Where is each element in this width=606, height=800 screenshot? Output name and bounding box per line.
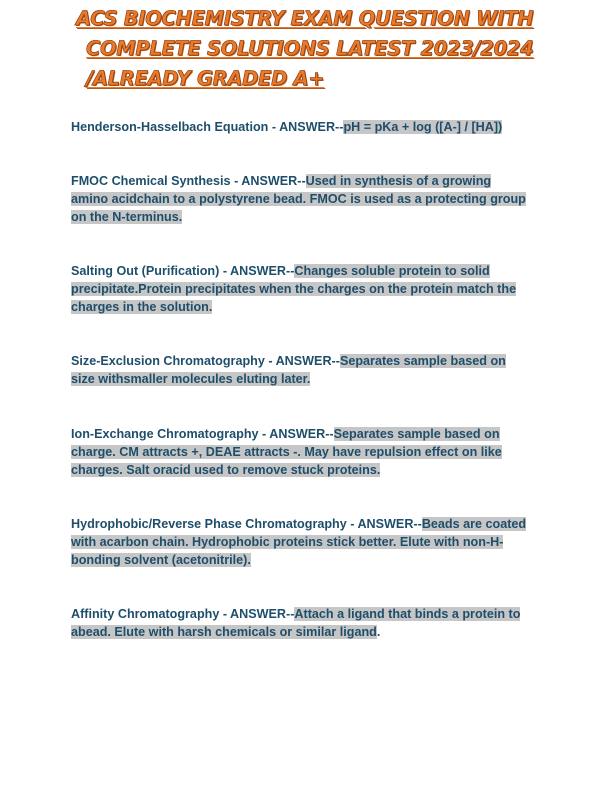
question-term: Salting Out (Purification)	[71, 264, 220, 278]
title-line-1: ACS BIOCHEMISTRY EXAM QUESTION WITH	[76, 7, 534, 30]
answer-text: Separates sample based on charge. CM attracts +, DEAE attracts -. May have repulsion effect on like charges. Salt oracid used to remove stuck proteins.	[71, 427, 502, 478]
qa-entry-salting-out	[71, 262, 531, 317]
answer-label: - ANSWER--	[234, 174, 306, 188]
answer-label: - ANSWER--	[222, 607, 295, 621]
qa-entry-henderson-hasselbach	[71, 118, 531, 136]
title-line-2: COMPLETE SOLUTIONS LATEST 2023/2024	[86, 37, 534, 60]
answer-label: - ANSWER--	[271, 120, 344, 134]
question-term: Hydrophobic/Reverse Phase Chromatography	[71, 517, 347, 531]
question-term: Henderson-Hasselbach Equation	[71, 120, 269, 134]
answer-label: - ANSWER--	[222, 264, 295, 278]
question-term: Size-Exclusion Chromatography	[71, 354, 265, 368]
qa-entry-hydrophobic	[71, 515, 531, 570]
answer-trailing: .	[376, 625, 381, 640]
title-line-3: /ALREADY GRADED A+	[86, 67, 325, 90]
document-title	[76, 4, 546, 94]
question-term: Ion-Exchange Chromatography	[71, 427, 259, 441]
question-term: FMOC Chemical Synthesis	[71, 174, 231, 188]
answer-label: - ANSWER--	[268, 354, 340, 368]
qa-entry-size-exclusion	[71, 352, 531, 388]
answer-text: Used in synthesis of a growing amino acidchain to a polystyrene bead. FMOC is used as a protecting group on the N-terminus.	[71, 174, 526, 225]
answer-text: Beads are coated with acarbon chain. Hydrophobic proteins stick better. Elute with non-H-bonding solvent (acetonitrile).	[71, 517, 527, 568]
qa-entry-fmoc-synthesis	[71, 172, 531, 227]
answer-text: Changes soluble protein to solid precipitate.Protein precipitates when the charges on the protein match the charges in the solution.	[71, 264, 517, 315]
answer-text: Attach a ligand that binds a protein to abead. Elute with harsh chemicals or similar ligand	[71, 607, 521, 640]
qa-entry-ion-exchange	[71, 425, 531, 480]
answer-text: pH = pKa + log ([A-] / [HA])	[343, 120, 503, 134]
qa-entry-affinity	[71, 605, 531, 641]
answer-text: Separates sample based on size withsmaller molecules eluting later.	[71, 354, 506, 387]
answer-label: - ANSWER--	[350, 517, 422, 531]
answer-label: - ANSWER--	[262, 427, 334, 441]
question-term: Affinity Chromatography	[71, 607, 220, 621]
